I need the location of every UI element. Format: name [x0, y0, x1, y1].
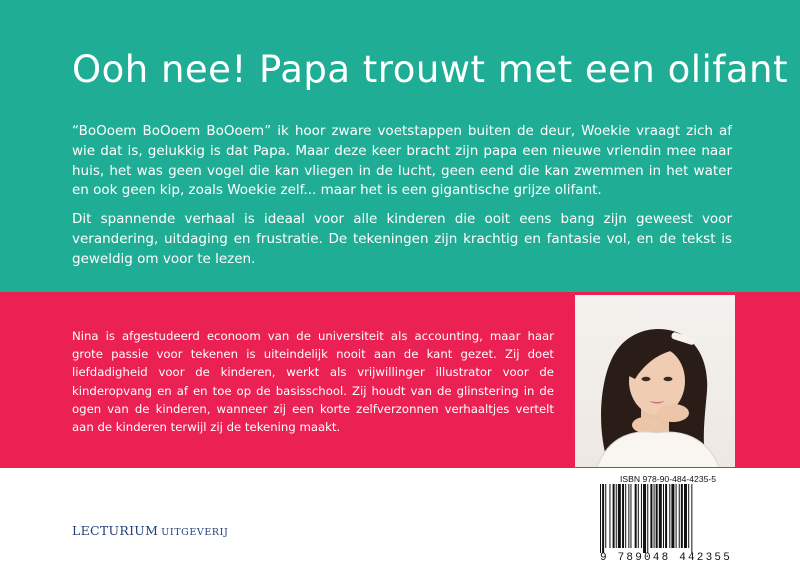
- barcode-bar: [605, 484, 606, 548]
- barcode-bar: [669, 484, 670, 548]
- barcode-bar: [671, 484, 674, 548]
- barcode-bar: [691, 484, 692, 553]
- barcode-bar: [647, 484, 648, 553]
- blurb-paragraph-1: “BoOoem BoOoem BoOoem” ik hoor zware voetstappen buiten de deur, Woekie vraagt zich af wie dat is, gelukkig is dat Papa. Maar deze keer bracht zijn papa een nieuwe vriendin mee naar huis, het was geen vogel die kan vliegen in de lucht, geen eend die kan zwemmen in het water en ook geen kip, zoals Woekie zelf... maar het is een gigantische grijze olifant.: [72, 123, 732, 199]
- book-title: Ooh nee! Papa trouwt met een olifant: [72, 48, 788, 91]
- barcode-bar: [613, 484, 615, 548]
- barcode-bar: [641, 484, 642, 548]
- barcode-bar: [676, 484, 677, 548]
- publisher-logo: [72, 520, 228, 539]
- barcode-bar: [663, 484, 664, 548]
- barcode-bar: [665, 484, 667, 548]
- barcode-bar: [681, 484, 683, 548]
- barcode-bar: [628, 484, 629, 548]
- barcode-bar: [616, 484, 617, 548]
- barcode-bar: [659, 484, 662, 548]
- barcode-bar: [609, 484, 610, 548]
- barcode-bar: [656, 484, 658, 548]
- barcode-bar: [602, 484, 604, 553]
- barcode-bar: [679, 484, 680, 548]
- barcode-digits: 9 789048 442355: [600, 552, 733, 564]
- barcode-bar: [625, 484, 626, 548]
- isbn-label: ISBN 978-90-484-4235-5: [620, 474, 717, 484]
- publisher-sub: UITGEVERIJ: [161, 527, 229, 538]
- barcode-bar: [650, 484, 652, 548]
- isbn-barcode: [599, 484, 730, 553]
- barcode-bar: [684, 484, 687, 548]
- publisher-brand: LECTURIUM: [72, 523, 159, 538]
- barcode-bar: [643, 484, 646, 553]
- author-photo: [575, 295, 735, 467]
- barcode-bar: [618, 484, 621, 548]
- blurb-paragraph-2: Dit spannende verhaal is ideaal voor alle kinderen die ooit eens bang zijn geweest voor verandering, uitdaging en frustratie. De tekeningen zijn krachtig en fantasie vol, en de tekst is geweldig om voor te lezen.: [72, 211, 732, 267]
- barcode-bar: [600, 484, 601, 553]
- barcode-bar: [638, 484, 639, 548]
- barcode-bar: [630, 484, 631, 548]
- barcode-bar: [635, 484, 637, 548]
- author-bio: Nina is afgestudeerd econoom van de universiteit als accounting, maar haar grote passie voor tekenen is uiteindelijk nooit aan de kant gezet. Zij doet liefdadigheid voor de kinderen, werkt als vrijwillinger illustrator voor de kinderopvang en af en toe op de basisschool. Zij houdt van de glinstering in de ogen van de kinderen, wanneer zij een korte zelfverzonnen verhaaltjes vertelt aan de kinderen terwijl zij de tekening maakt.: [72, 329, 554, 435]
- barcode-bar: [622, 484, 624, 548]
- barcode-bar: [688, 484, 689, 548]
- barcode-bar: [654, 484, 655, 548]
